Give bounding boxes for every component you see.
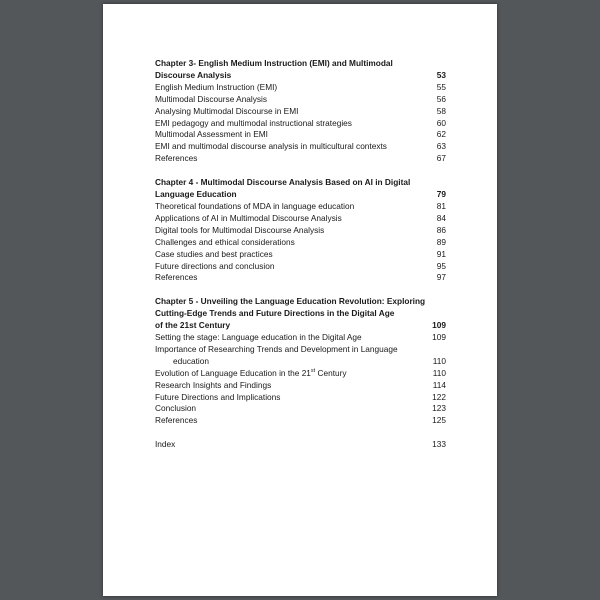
toc-entry-page: 122 <box>432 391 446 402</box>
toc-entry-page: 95 <box>436 260 446 271</box>
toc-entry-page: 55 <box>436 81 446 92</box>
toc-entry-title: Future Directions and Implications <box>155 391 281 402</box>
toc-entry[interactable] <box>155 237 446 249</box>
table-of-contents <box>155 58 446 451</box>
chapter-3-heading-line-2: Discourse Analysis <box>155 69 232 80</box>
toc-entry-page: 125 <box>432 415 446 426</box>
section-gap <box>155 165 446 177</box>
toc-entry[interactable] <box>155 118 446 130</box>
toc-entry-page: 67 <box>436 153 446 164</box>
toc-entry[interactable] <box>155 368 446 380</box>
chapter-3-heading-line-1: Chapter 3- English Medium Instruction (EMI) and Multimodal <box>155 58 393 68</box>
toc-entry-title: Theoretical foundations of MDA in language education <box>155 200 355 211</box>
toc-entry-page: 91 <box>436 248 446 259</box>
toc-entry-title: Research Insights and Findings <box>155 379 272 390</box>
toc-entry-index[interactable] <box>155 439 446 451</box>
toc-entry-title: Index <box>155 439 176 450</box>
toc-entry[interactable] <box>155 403 446 415</box>
toc-entry[interactable] <box>155 249 446 261</box>
chapter-5-page: 109 <box>432 320 446 331</box>
toc-entry[interactable] <box>155 225 446 237</box>
toc-entry-title <box>155 368 433 380</box>
chapter-5-heading-line-3: of the 21st Century <box>155 320 231 331</box>
chapter-4-heading-line-2: Language Education <box>155 189 237 200</box>
toc-entry-page: 109 <box>432 332 446 343</box>
chapter-5-heading-line-2: Cutting-Edge Trends and Future Directions in the Digital Age <box>155 308 395 319</box>
toc-entry-title: EMI and multimodal discourse analysis in multicultural contexts <box>155 141 387 152</box>
toc-entry-title: Setting the stage: Language education in the Digital Age <box>155 332 362 343</box>
toc-entry[interactable] <box>155 261 446 273</box>
toc-entry[interactable] <box>155 380 446 392</box>
toc-entry-page: 58 <box>436 105 446 116</box>
toc-entry-title-start: Evolution of Language Education in the 21 <box>155 367 311 378</box>
toc-entry-title-end: Century <box>315 367 347 378</box>
ordinal-suffix: st <box>310 367 316 374</box>
toc-entry[interactable] <box>155 129 446 141</box>
chapter-4-heading-line-1: Chapter 4 - Multimodal Discourse Analysis Based on AI in Digital <box>155 177 411 188</box>
toc-entry[interactable] <box>155 201 446 213</box>
toc-entry-page: 133 <box>432 439 446 450</box>
toc-entry-title: Multimodal Discourse Analysis <box>155 93 268 104</box>
toc-entry[interactable] <box>155 106 446 118</box>
toc-entry-title: Case studies and best practices <box>155 248 273 259</box>
toc-entry-page: 62 <box>436 129 446 140</box>
toc-entry-title: Future directions and conclusion <box>155 260 275 271</box>
toc-entry-title: Applications of AI in Multimodal Discourse Analysis <box>155 212 342 223</box>
chapter-4-heading[interactable] <box>155 177 446 201</box>
toc-entry-page: 110 <box>432 367 446 378</box>
toc-entry-page: 56 <box>436 93 446 104</box>
toc-entry-title: Conclusion <box>155 403 197 414</box>
chapter-3-page: 53 <box>436 69 446 80</box>
toc-entry[interactable] <box>155 356 446 368</box>
toc-entry-title: education <box>173 355 209 366</box>
toc-entry-page: 84 <box>436 212 446 223</box>
toc-entry[interactable] <box>155 392 446 404</box>
toc-entry-page: 60 <box>436 117 446 128</box>
toc-entry[interactable] <box>155 153 446 165</box>
chapter-5-heading[interactable] <box>155 296 446 332</box>
toc-entry-page: 110 <box>432 355 446 366</box>
toc-entry-title: References <box>155 272 198 283</box>
toc-entry-title: Multimodal Assessment in EMI <box>155 129 268 140</box>
document-page <box>103 4 497 596</box>
toc-entry-title: Analysing Multimodal Discourse in EMI <box>155 105 299 116</box>
toc-entry[interactable] <box>155 82 446 94</box>
toc-entry-title: Digital tools for Multimodal Discourse Analysis <box>155 224 325 235</box>
toc-entry[interactable] <box>155 272 446 284</box>
toc-entry-page: 89 <box>436 236 446 247</box>
toc-entry-title: EMI pedagogy and multimodal instructional strategies <box>155 117 352 128</box>
toc-entry[interactable] <box>155 332 446 344</box>
toc-entry-title: Importance of Researching Trends and Development in Language <box>155 343 398 354</box>
chapter-5-heading-line-1: Chapter 5 - Unveiling the Language Education Revolution: Exploring <box>155 296 426 307</box>
toc-entry[interactable] <box>155 94 446 106</box>
chapter-4-page: 79 <box>436 189 446 200</box>
toc-entry[interactable] <box>155 141 446 153</box>
section-gap <box>155 284 446 296</box>
toc-entry-page: 114 <box>432 379 446 390</box>
toc-entry-page: 97 <box>436 272 446 283</box>
toc-entry[interactable] <box>155 213 446 225</box>
toc-entry-page: 81 <box>436 200 446 211</box>
toc-entry[interactable] <box>155 344 446 356</box>
toc-entry-page: 63 <box>436 141 446 152</box>
section-gap <box>155 427 446 439</box>
toc-entry-title: References <box>155 153 198 164</box>
toc-entry[interactable] <box>155 415 446 427</box>
chapter-3-heading[interactable] <box>155 58 446 82</box>
toc-entry-title: Challenges and ethical considerations <box>155 236 295 247</box>
toc-entry-title: English Medium Instruction (EMI) <box>155 81 278 92</box>
toc-entry-page: 86 <box>436 224 446 235</box>
toc-entry-page: 123 <box>432 403 446 414</box>
toc-entry-title: References <box>155 415 198 426</box>
